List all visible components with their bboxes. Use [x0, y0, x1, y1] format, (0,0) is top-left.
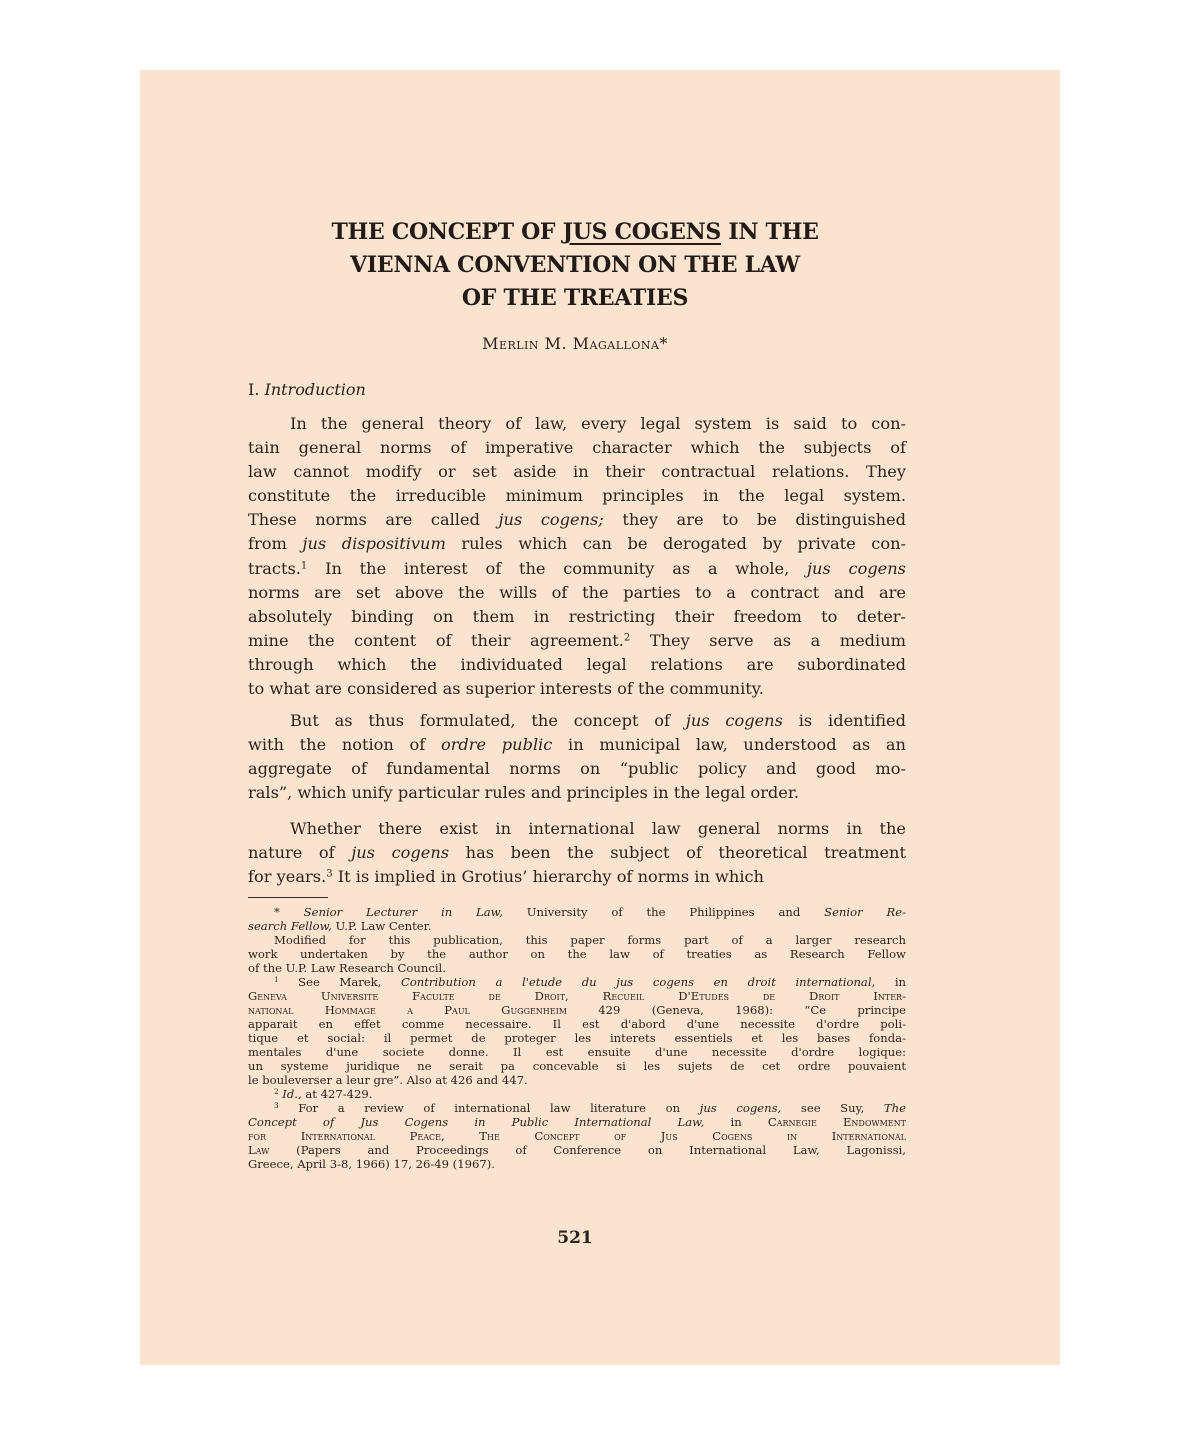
- text-run: jus dispositivum: [302, 534, 446, 554]
- text-line: [248, 781, 906, 805]
- text-run: mine the content of their agreement.: [248, 630, 624, 650]
- footnote-line: [248, 1003, 906, 1017]
- text-run: tain general norms of imperative character which the subjects of: [248, 438, 906, 458]
- text-run: Geneva Universite Faculte de Droit, Recueil D'Etudes de Droit Inter-: [248, 989, 906, 1003]
- text-run: at 427-429.: [301, 1087, 373, 1101]
- footnote-line: [248, 975, 906, 989]
- text-run: The: [883, 1101, 906, 1115]
- text-run: jus cogens: [685, 711, 783, 730]
- footnote-line: [248, 1087, 906, 1101]
- text-run: But as thus formulated, the concept of: [290, 711, 686, 730]
- footnote-line: [248, 989, 906, 1003]
- text-run: has been the subject of theoretical treatment: [449, 843, 906, 863]
- title-line: [250, 249, 900, 282]
- footnote-line: [248, 1059, 906, 1073]
- text-line: [248, 677, 906, 701]
- text-run: Whether there exist in international law general norms in the: [290, 819, 906, 838]
- footnote-line: [248, 1129, 906, 1143]
- text-line: [248, 841, 906, 865]
- footnote-line: [248, 1157, 906, 1171]
- title-line: [250, 216, 900, 249]
- text-line: [248, 412, 906, 436]
- text-run: is identified: [782, 711, 906, 730]
- footnote-line: [248, 1031, 906, 1045]
- text-run: In the interest of the community as a whole,: [307, 558, 807, 578]
- text-line: [248, 508, 906, 532]
- title-line: [250, 282, 900, 315]
- text-line: [248, 757, 906, 781]
- text-run: 429 (Geneva, 1968): “Ce principe: [566, 1003, 906, 1017]
- text-run: tique et social: il permet de proteger les interets essentiels et les bases fonda-: [248, 1031, 906, 1045]
- footnote-divider: [248, 897, 328, 898]
- author-name: Merlin M. Magallona*: [482, 334, 668, 353]
- footnote-line: [248, 1073, 906, 1087]
- text-run: to what are considered as superior interests of the community.: [248, 679, 764, 699]
- footnote-line: [248, 1101, 906, 1115]
- text-run: for years.: [248, 867, 327, 887]
- text-run: U.P. Law Center.: [331, 919, 432, 933]
- text-run: rules which can be derogated by private con-: [445, 534, 906, 554]
- paragraph-2: [248, 709, 906, 805]
- text-run: For a review of international law literature on: [278, 1101, 700, 1115]
- text-run: Concept of Jus Cogens in Public International Law,: [248, 1115, 705, 1129]
- text-run: (Papers and Proceedings of Conference on International Law, Lagonissi,: [269, 1143, 906, 1157]
- section-title: Introduction: [264, 380, 366, 399]
- text-line: [248, 532, 906, 556]
- paragraph-3: [248, 817, 906, 889]
- text-run: absolutely binding on them in restricting their freedom to deter-: [248, 606, 906, 626]
- text-line: [248, 817, 906, 841]
- footnote-line: [248, 1115, 906, 1129]
- article-title: [250, 216, 900, 315]
- text-run: through which the individuated legal relations are subordinated: [248, 654, 906, 674]
- footnote-ref: 3: [326, 868, 333, 880]
- paragraph-1: [248, 412, 906, 701]
- text-line: [248, 709, 906, 733]
- text-run: jus cogens;: [498, 510, 604, 530]
- footnote-line: [248, 933, 906, 947]
- text-run: of the U.P. Law Research Council.: [248, 961, 446, 975]
- text-run: Carnegie Endowment: [767, 1115, 906, 1129]
- text-run: Senior Re-: [824, 905, 906, 919]
- text-run: aggregate of fundamental norms on “public policy and good mo-: [248, 759, 906, 779]
- text-line: [248, 865, 906, 889]
- footnote-line: [248, 1045, 906, 1059]
- text-run: un systeme juridique ne serait pa concevable si les sujets de cet ordre pouvaient: [248, 1059, 906, 1073]
- footnote-line: [248, 1017, 906, 1031]
- text-run: Contribution a l'etude du jus cogens en droit international,: [400, 975, 876, 989]
- footnote-line: [248, 961, 906, 975]
- text-run: national Hommage a Paul Guggenheim: [248, 1003, 567, 1017]
- text-run: tracts.: [248, 558, 301, 578]
- text-run: see Suy,: [781, 1101, 884, 1115]
- text-run: Senior Lecturer in Law,: [303, 905, 503, 919]
- footnote-ref: 2: [623, 632, 631, 644]
- text-run: constitute the irreducible minimum principles in the legal system.: [248, 486, 906, 506]
- footnote-line: [248, 1143, 906, 1157]
- text-run: See Marek,: [278, 975, 401, 989]
- text-run: in municipal law, understood as an: [552, 735, 906, 755]
- text-line: [248, 581, 906, 605]
- text-run: ordre public: [440, 735, 553, 755]
- text-run: OF THE TREATIES: [461, 285, 689, 311]
- text-run: mentales d'une societe donne. Il est ensuite d'une necessite d'ordre logique:: [248, 1045, 906, 1059]
- text-run: THE CONCEPT OF: [331, 219, 563, 245]
- text-line: [248, 557, 906, 581]
- text-run: for International Peace, The Concept of Jus Cogens in International: [248, 1129, 906, 1143]
- text-line: [248, 605, 906, 629]
- text-run: jus cogens,: [699, 1101, 782, 1115]
- text-run: search Fellow,: [248, 919, 332, 933]
- footnote-line: [248, 947, 906, 961]
- text-run: VIENNA CONVENTION ON THE LAW: [350, 252, 800, 278]
- text-run: *: [274, 905, 304, 919]
- footnote-ref: 3: [274, 1101, 279, 1111]
- section-number: I.: [248, 380, 260, 399]
- text-line: [248, 484, 906, 508]
- footnote-line: [248, 905, 906, 919]
- text-run: law cannot modify or set aside in their contractual relations. They: [248, 462, 906, 482]
- footnote-line: [248, 919, 906, 933]
- text-run: Id.,: [282, 1087, 302, 1101]
- footnotes: [248, 905, 906, 1171]
- text-run: jus cogens: [807, 558, 906, 578]
- text-run: rals”, which unify particular rules and principles in the legal order.: [248, 783, 799, 803]
- text-run: nature of: [248, 843, 352, 863]
- text-run: in: [875, 975, 906, 989]
- text-run: they are to be distinguished: [603, 510, 906, 530]
- section-heading: [248, 380, 366, 399]
- text-run: apparait en effet comme necessaire. Il est d'abord d'une necessite d'ordre poli-: [248, 1017, 906, 1031]
- text-run: work undertaken by the author on the law of treaties as Research Fellow: [248, 947, 906, 961]
- text-run: Law: [248, 1143, 270, 1157]
- text-run: In the general theory of law, every legal system is said to con-: [290, 414, 906, 433]
- footnote-ref: 1: [300, 560, 308, 572]
- page-number: 521: [557, 1228, 593, 1248]
- text-run: in: [704, 1115, 768, 1129]
- text-run: with the notion of: [248, 735, 441, 755]
- text-run: Modified for this publication, this paper forms part of a larger research: [274, 933, 906, 947]
- footnote-ref: 2: [274, 1087, 279, 1097]
- text-line: [248, 460, 906, 484]
- text-run: These norms are called: [248, 510, 499, 530]
- text-line: [248, 733, 906, 757]
- text-line: [248, 436, 906, 460]
- text-run: jus cogens: [351, 843, 450, 863]
- text-run: norms are set above the wills of the parties to a contract and are: [248, 582, 906, 602]
- text-run: JUS COGENS: [562, 219, 721, 245]
- text-run: Greece, April 3-8, 1966) 17, 26-49 (1967).: [248, 1157, 495, 1171]
- text-line: [248, 653, 906, 677]
- text-run: from: [248, 534, 303, 554]
- text-run: le bouleverser a leur gre”. Also at 426 and 447.: [248, 1073, 528, 1087]
- text-run: It is implied in Grotius’ hierarchy of norms in which: [332, 867, 764, 887]
- text-run: They serve as a medium: [630, 630, 906, 650]
- text-line: [248, 629, 906, 653]
- text-run: IN THE: [721, 219, 819, 245]
- text-run: University of the Philippines and: [502, 905, 825, 919]
- footnote-ref: 1: [274, 975, 279, 985]
